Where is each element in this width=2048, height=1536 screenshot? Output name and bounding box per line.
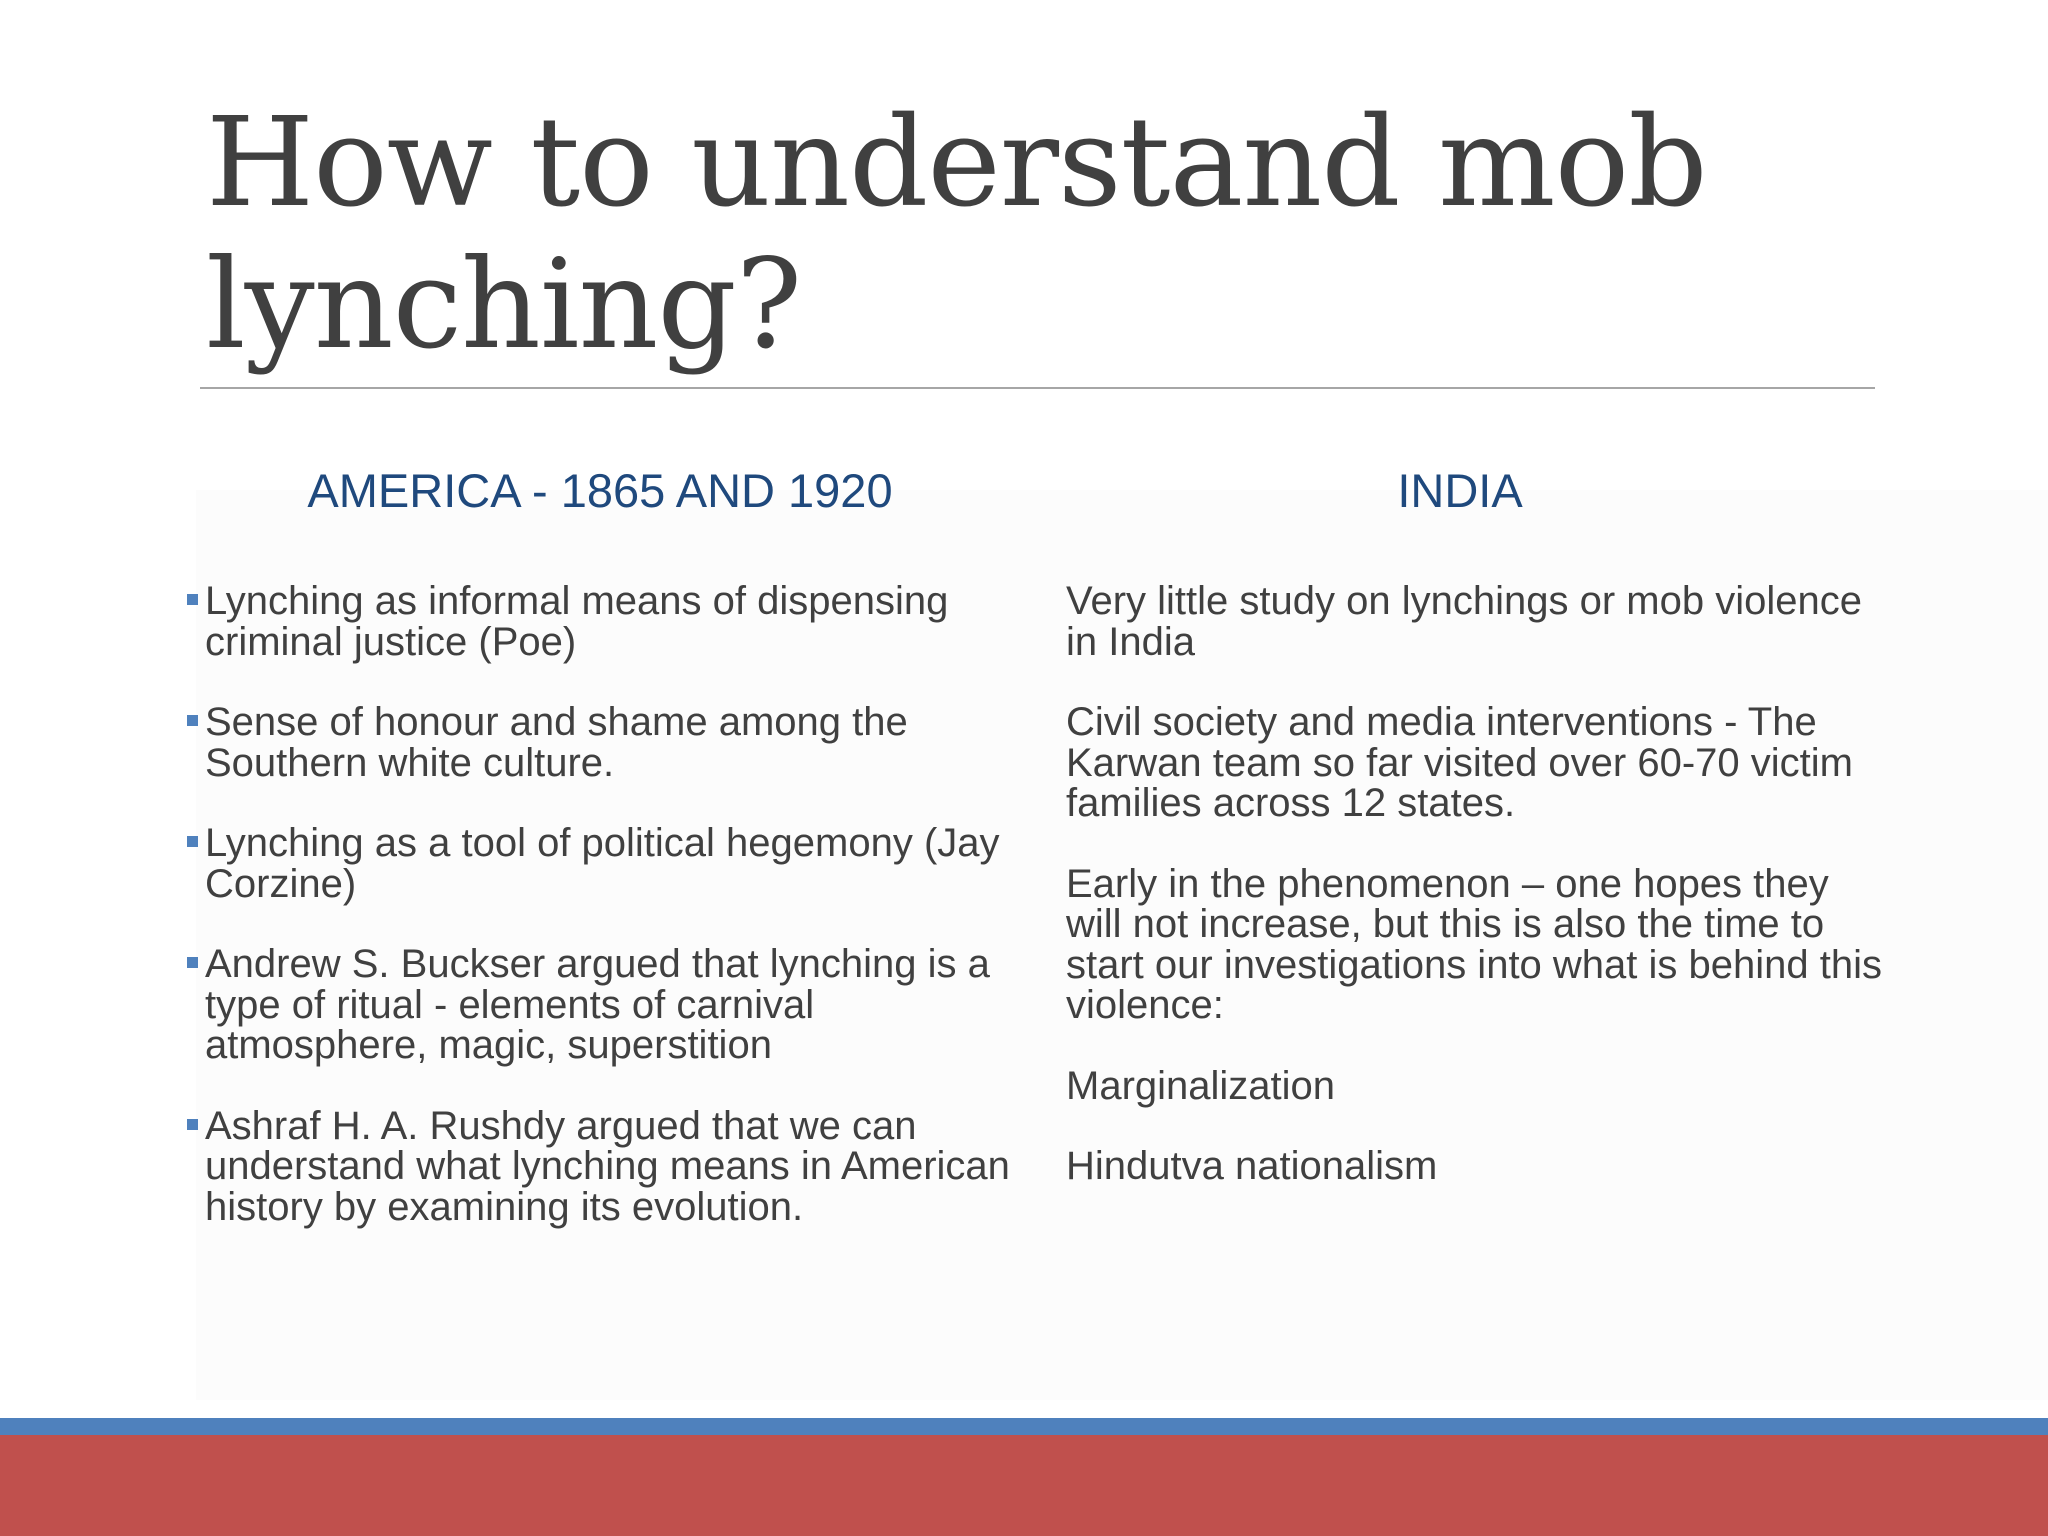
list-item: [205, 1103, 1010, 1229]
list-item-text: Lynching as a tool of political hegemony (Jay Corzine): [205, 821, 1000, 906]
list-item: [205, 944, 1010, 1066]
footer-band-red: [0, 1435, 2048, 1536]
left-column-list: [205, 581, 1010, 1267]
title-line-2: lynching?: [206, 233, 802, 377]
list-item: Marginalization: [1066, 1063, 1336, 1108]
list-item: Civil society and media interventions - The Karwan team so far visited over 60-70 victim families across 12 states.: [1066, 700, 1853, 825]
square-bullet-icon: [187, 957, 198, 968]
footer-band-blue: [0, 1418, 2048, 1435]
list-item-text: Sense of honour and shame among the Southern white culture.: [205, 700, 908, 785]
left-column-heading: AMERICA - 1865 AND 1920: [307, 464, 893, 517]
list-item: [205, 581, 1010, 662]
list-item: [205, 702, 1010, 783]
title-divider: [200, 387, 1875, 389]
list-item: Hindutva nationalism: [1066, 1144, 1438, 1188]
title-line-1: How to understand mob: [206, 91, 1707, 235]
list-item: [205, 823, 1010, 904]
list-item: Very little study on lynchings or mob violence in India: [1066, 579, 1862, 664]
list-item-text: Lynching as informal means of dispensing criminal justice (Poe): [205, 579, 949, 664]
square-bullet-icon: [187, 1119, 198, 1130]
list-item-text: Andrew S. Buckser argued that lynching is a type of ritual - elements of carnival atmosphere, magic, superstition: [205, 942, 990, 1067]
slide-title: [206, 92, 1906, 376]
list-item: Early in the phenomenon – one hopes they will not increase, but this is also the time to start our investigations into what is behind this violence:: [1066, 861, 1882, 1027]
square-bullet-icon: [187, 715, 198, 726]
right-column-heading: INDIA: [1397, 464, 1523, 517]
square-bullet-icon: [187, 836, 198, 847]
right-column-list: [1066, 581, 1886, 1227]
square-bullet-icon: [187, 594, 198, 605]
list-item-text: Ashraf H. A. Rushdy argued that we can understand what lynching means in American history by examining its evolution.: [205, 1103, 1010, 1229]
